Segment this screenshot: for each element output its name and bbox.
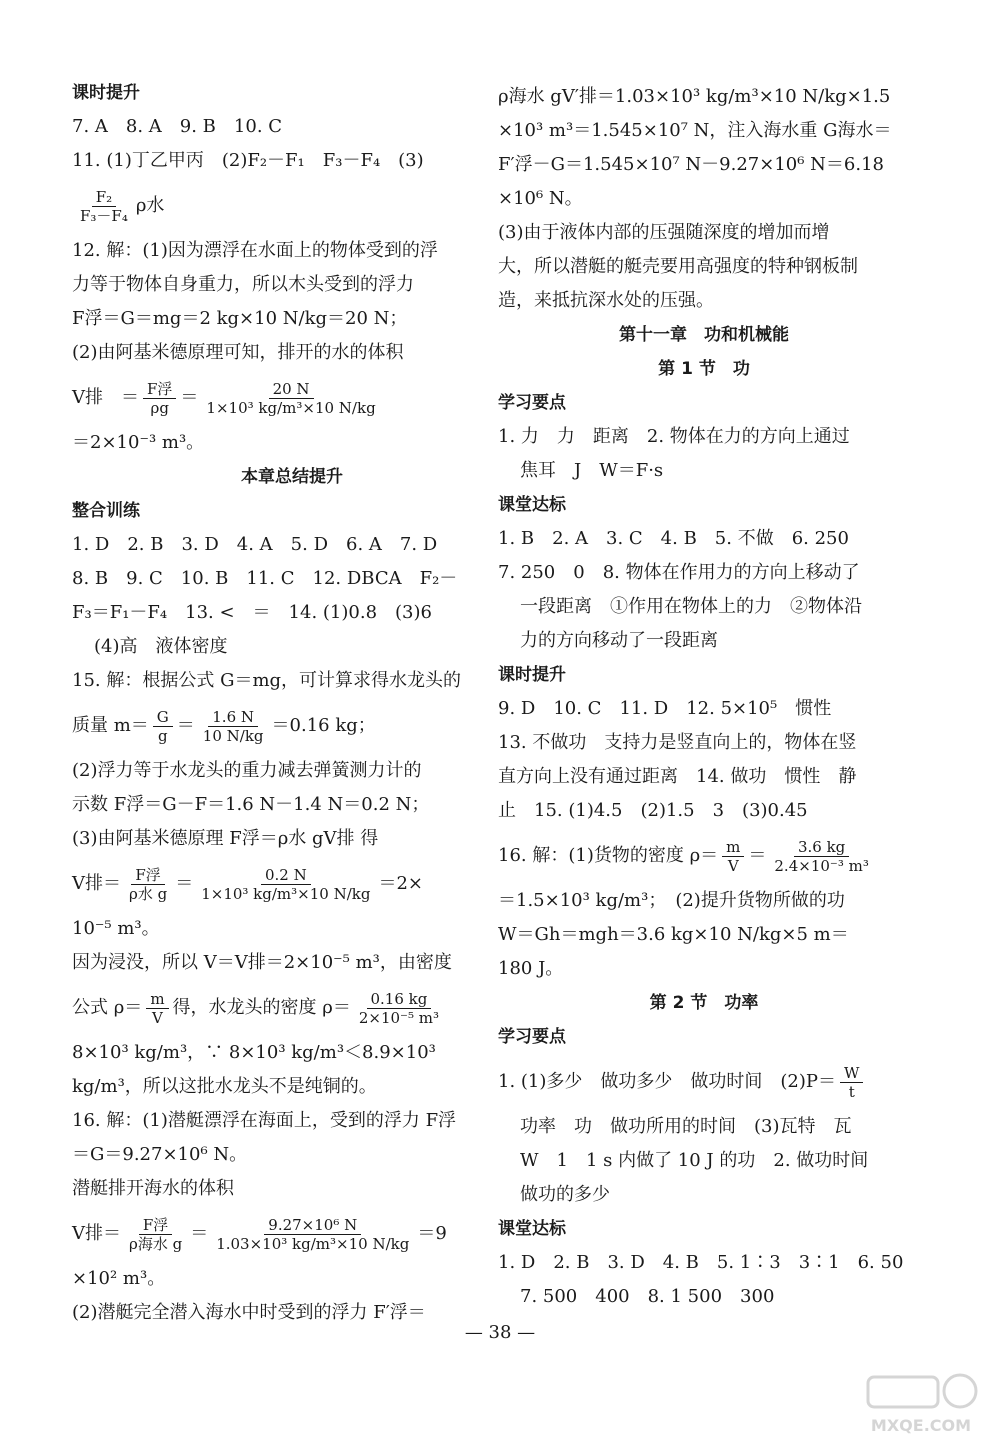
answer-line: ρ海水 gV′排＝1.03×10³ kg/m³×10 N/kg×1.5	[498, 86, 891, 107]
answer-line: (4)高 液体密度	[94, 636, 228, 657]
answer-line: 10⁻⁵ m³。	[72, 918, 160, 939]
answer-line: 力等于物体自身重力，所以木头受到的浮力	[72, 274, 414, 295]
fraction	[197, 866, 374, 903]
fraction-denominator: 2×10⁻⁵ m³	[358, 1008, 439, 1027]
formula-text: ρ水	[135, 195, 165, 216]
formula-text: V排＝	[72, 873, 121, 894]
section-heading: 课时提升	[72, 83, 140, 103]
fraction-numerator: F₂	[92, 188, 116, 207]
answer-line: 13. 不做功 支持力是竖直向上的，物体在竖	[498, 732, 857, 753]
formula-line	[498, 828, 910, 884]
answer-line: 8×10³ kg/m³，∵ 8×10³ kg/m³＜8.9×10³	[72, 1042, 436, 1063]
fraction-denominator: V	[727, 856, 739, 875]
fraction	[770, 838, 872, 875]
fraction-denominator: V	[152, 1008, 163, 1027]
section-heading: 课堂达标	[498, 1219, 566, 1239]
fraction-numerator: F浮	[139, 1216, 172, 1235]
answer-line: ＝G＝9.27×10⁶ N。	[72, 1144, 248, 1165]
answer-line: F浮＝G＝mg＝2 kg×10 N/kg＝20 N；	[72, 308, 408, 329]
answer-line: ×10² m³。	[72, 1268, 166, 1289]
formula-text: 16. 解：(1)货物的密度 ρ＝	[498, 845, 719, 866]
formula-line	[72, 370, 512, 426]
fraction-denominator: 1×10³ kg/m³×10 N/kg	[206, 398, 376, 417]
answer-line: 1. D 2. B 3. D 4. B 5. 1∶3 3∶1 6. 50	[498, 1252, 904, 1273]
answer-line: 力的方向移动了一段距离	[520, 630, 718, 651]
fraction	[125, 1216, 186, 1253]
fraction	[146, 990, 168, 1027]
answer-line: 一段距离 ①作用在物体上的力 ②物体沿	[520, 596, 862, 617]
fraction-numerator: 3.6 kg	[794, 838, 849, 857]
answer-line: W 1 1 s 内做了 10 J 的功 2. 做功时间	[520, 1150, 869, 1171]
formula-text: 1. (1)多少 做功多少 做功时间 (2)P＝	[498, 1071, 836, 1092]
formula-text: 得，水龙头的密度 ρ＝	[172, 997, 351, 1018]
formula-text: ＝	[748, 845, 767, 866]
formula-text: ＝	[180, 387, 199, 408]
fraction-numerator: F浮	[143, 380, 176, 399]
watermark-text: MXQE.COM	[870, 1416, 972, 1435]
section-heading: 整合训练	[72, 501, 140, 521]
answer-line: (2)潜艇完全潜入海水中时受到的浮力 F′浮＝	[72, 1302, 426, 1323]
answer-line: 1. B 2. A 3. C 4. B 5. 不做 6. 250	[498, 528, 849, 549]
answer-line: 16. 解：(1)潜艇漂浮在海面上，受到的浮力 F浮	[72, 1110, 457, 1131]
formula-text: ＝9	[417, 1223, 447, 1244]
fraction-denominator: 2.4×10⁻³ m³	[774, 856, 869, 875]
section-heading: 课时提升	[498, 665, 566, 685]
answer-line: 7. 500 400 8. 1 500 300	[520, 1286, 775, 1307]
answer-line: 12. 解：(1)因为漂浮在水面上的物体受到的浮	[72, 240, 438, 261]
fraction	[125, 866, 171, 903]
fraction-denominator: 10 N/kg	[202, 726, 264, 745]
fraction-numerator: m	[722, 838, 744, 857]
section-heading: 学习要点	[498, 1027, 566, 1047]
answer-line: 1. D 2. B 3. D 4. A 5. D 6. A 7. D	[72, 534, 438, 555]
fraction-numerator: 1.6 N	[208, 708, 258, 727]
fraction-numerator: F浮	[131, 866, 164, 885]
fraction-numerator: 9.27×10⁶ N	[264, 1216, 361, 1235]
fraction	[355, 990, 443, 1027]
formula-line	[72, 856, 512, 912]
answer-line: 因为浸没，所以 V＝V排＝2×10⁻⁵ m³，由密度	[72, 952, 452, 973]
answer-line: 直方向上没有通过距离 14. 做功 惯性 静	[498, 766, 857, 787]
fraction	[153, 708, 173, 745]
formula-text: 公式 ρ＝	[72, 997, 143, 1018]
answer-line: ×10³ m³＝1.545×10⁷ N，注入海水重 G海水＝	[498, 120, 892, 141]
fraction	[76, 188, 132, 225]
formula-text: ＝2×	[378, 873, 424, 894]
answer-line: 7. A 8. A 9. B 10. C	[72, 116, 283, 137]
answer-line: (2)由阿基米德原理可知，排开的水的体积	[72, 342, 404, 363]
fraction	[199, 708, 268, 745]
answer-line: 180 J。	[498, 958, 564, 979]
formula-text: ＝0.16 kg；	[271, 715, 376, 736]
answer-line: F′浮－G＝1.545×10⁷ N－9.27×10⁶ N＝6.18	[498, 154, 884, 175]
answer-line: 1. 力 力 距离 2. 物体在力的方向上通过	[498, 426, 850, 447]
section-title: 第 2 节 功率	[649, 993, 759, 1013]
fraction-denominator: ρ水 g	[129, 884, 168, 903]
answer-line: 9. D 10. C 11. D 12. 5×10⁵ 惯性	[498, 698, 832, 719]
answer-line: (2)浮力等于水龙头的重力减去弹簧测力计的	[72, 760, 422, 781]
answer-line: (3)由阿基米德原理 F浮＝ρ水 gV排 得	[72, 828, 379, 849]
answer-line: 示数 F浮＝G－F＝1.6 N－1.4 N＝0.2 N；	[72, 794, 430, 815]
fraction-numerator: G	[153, 708, 173, 727]
formula-text: ＝	[175, 873, 194, 894]
fraction	[202, 380, 379, 417]
fraction-numerator: m	[146, 990, 168, 1009]
fraction-denominator: g	[157, 726, 168, 745]
answer-line: 15. 解：根据公式 G＝mg，可计算求得水龙头的	[72, 670, 462, 691]
section-title: 第十一章 功和机械能	[619, 325, 789, 345]
right-column	[498, 80, 910, 1314]
formula-text: V排＝	[72, 1223, 121, 1244]
section-heading: 学习要点	[498, 393, 566, 413]
formula-line	[72, 1206, 512, 1262]
answer-line: kg/m³，所以这批水龙头不是纯铜的。	[72, 1076, 377, 1097]
fraction	[143, 380, 176, 417]
formula-line	[72, 698, 512, 754]
left-column	[72, 76, 512, 1330]
fraction	[212, 1216, 413, 1253]
section-title: 第 1 节 功	[658, 359, 750, 379]
formula-line	[72, 980, 512, 1036]
watermark-logo	[862, 1369, 980, 1439]
formula-text: 质量 m＝	[72, 715, 149, 736]
fraction	[722, 838, 744, 875]
answer-line: 功率 功 做功所用的时间 (3)瓦特 瓦	[520, 1116, 852, 1137]
fraction-numerator: 20 N	[269, 380, 314, 399]
fraction-denominator: 1.03×10³ kg/m³×10 N/kg	[216, 1234, 410, 1253]
formula-text: ＝	[190, 1223, 209, 1244]
formula-line	[498, 1054, 910, 1110]
answer-line: ＝1.5×10³ kg/m³； (2)提升货物所做的功	[498, 890, 845, 911]
answer-line: 潜艇排开海水的体积	[72, 1178, 234, 1199]
answer-line: 7. 250 0 8. 物体在作用力的方向上移动了	[498, 562, 860, 583]
formula-text: V排 ＝	[72, 387, 139, 408]
fraction-denominator: ρ海水 g	[129, 1234, 183, 1253]
answer-line: (3)由于液体内部的压强随深度的增加而增	[498, 222, 830, 243]
section-heading: 课堂达标	[498, 495, 566, 515]
fraction-denominator: t	[848, 1082, 855, 1101]
answer-line: 做功的多少	[520, 1184, 610, 1205]
answer-line: 止 15. (1)4.5 (2)1.5 3 (3)0.45	[498, 800, 808, 821]
answer-line: F₃＝F₁－F₄ 13. < ＝ 14. (1)0.8 (3)6	[72, 602, 432, 623]
answer-line: 造，来抵抗深水处的压强。	[498, 290, 714, 311]
answer-line: W＝Gh＝mgh＝3.6 kg×10 N/kg×5 m＝	[498, 924, 849, 945]
formula-line	[72, 178, 512, 234]
page-number: — 38 —	[464, 1322, 536, 1343]
fraction	[840, 1064, 863, 1101]
fraction-numerator: W	[840, 1064, 863, 1083]
answer-line: ×10⁶ N。	[498, 188, 583, 209]
answer-line: 8. B 9. C 10. B 11. C 12. DBCA F₂－	[72, 568, 458, 589]
fraction-denominator: ρg	[150, 398, 169, 417]
answer-line: ＝2×10⁻³ m³。	[72, 432, 205, 453]
fraction-numerator: 0.16 kg	[367, 990, 432, 1009]
answer-line: 焦耳 J W＝F·s	[520, 460, 664, 481]
answer-line: 大，所以潜艇的艇壳要用高强度的特种钢板制	[498, 256, 858, 277]
fraction-denominator: F₃－F₄	[80, 206, 128, 225]
formula-text: ＝	[176, 715, 195, 736]
fraction-denominator: 1×10³ kg/m³×10 N/kg	[201, 884, 371, 903]
section-title: 本章总结提升	[241, 467, 343, 487]
fraction-numerator: 0.2 N	[261, 866, 311, 885]
answer-line: 11. (1)丁乙甲丙 (2)F₂－F₁ F₃－F₄ (3)	[72, 150, 424, 171]
